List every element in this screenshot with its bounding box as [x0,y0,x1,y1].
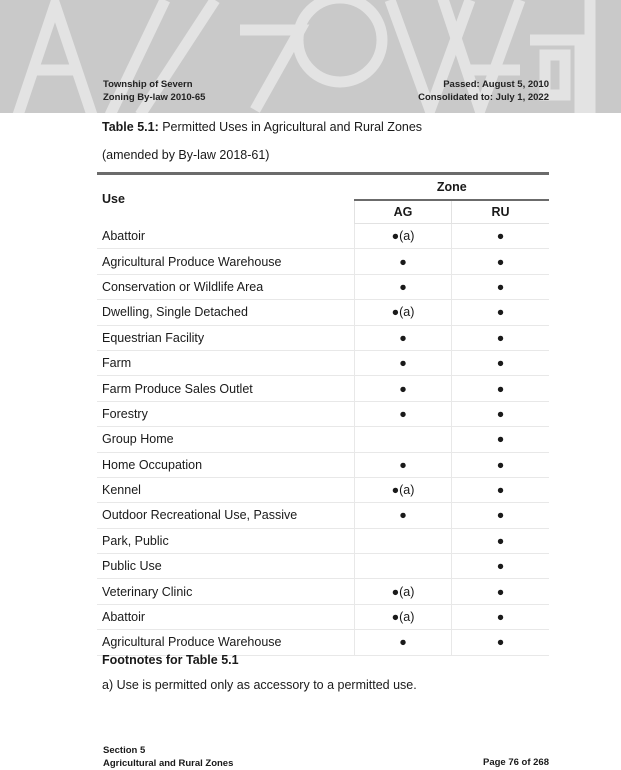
amended-note: (amended by By-law 2018-61) [102,148,270,162]
ru-cell: ● [452,224,550,249]
table-row [97,224,549,249]
use-cell: Farm Produce Sales Outlet [97,376,355,401]
table-row [97,579,549,604]
table-row [97,452,549,477]
ru-cell: ● [452,477,550,502]
header-left [103,78,205,104]
passed-date: Passed: August 5, 2010 [443,79,549,90]
use-cell: Home Occupation [97,452,355,477]
ag-cell: ●(a) [355,477,452,502]
use-cell: Agricultural Produce Warehouse [97,249,355,274]
page-number: Page 76 of 268 [482,757,549,768]
use-cell: Forestry [97,401,355,426]
ru-cell: ● [452,300,550,325]
ru-cell: ● [452,452,550,477]
ru-cell: ● [452,350,550,375]
table-row [97,300,549,325]
footer-left [103,744,233,770]
ag-cell: ● [355,630,452,655]
ag-cell: ●(a) [355,300,452,325]
table-row [97,604,549,629]
use-cell: Public Use [97,554,355,579]
footer-section: Section 5 [103,745,146,756]
table-caption [102,120,422,134]
zone-column-header: Zone [355,174,550,201]
ru-cell: ● [452,249,550,274]
use-cell: Abattoir [97,604,355,629]
ag-cell [355,528,452,553]
ag-cell: ● [355,249,452,274]
ru-cell: ● [452,503,550,528]
ag-cell: ● [355,376,452,401]
use-cell: Dwelling, Single Detached [97,300,355,325]
ag-cell [355,554,452,579]
use-cell: Group Home [97,427,355,452]
ag-cell: ●(a) [355,604,452,629]
table-row [97,477,549,502]
ag-cell: ● [355,452,452,477]
township-name: Township of Severn [103,79,193,90]
table-row [97,554,549,579]
ru-cell: ● [452,376,550,401]
footnote-a: a) Use is permitted only as accessory to a permitted use. [102,678,417,692]
use-cell: Outdoor Recreational Use, Passive [97,503,355,528]
table-row [97,249,549,274]
permitted-uses-table [97,172,549,656]
table-row [97,376,549,401]
ag-cell: ● [355,325,452,350]
table-row [97,274,549,299]
ag-cell: ● [355,274,452,299]
table-body [97,224,549,656]
ru-column-header: RU [452,200,550,224]
ru-cell: ● [452,401,550,426]
table-row [97,350,549,375]
ag-cell [355,427,452,452]
ru-cell: ● [452,579,550,604]
ag-cell: ● [355,350,452,375]
table-caption-title: Permitted Uses in Agricultural and Rural Zones [158,120,423,134]
use-cell: Park, Public [97,528,355,553]
table-header-row [97,174,549,201]
ag-cell: ●(a) [355,579,452,604]
header-right [418,78,549,104]
use-cell: Farm [97,350,355,375]
consolidated-date: Consolidated to: July 1, 2022 [418,92,549,103]
footer-section-name: Agricultural and Rural Zones [103,758,234,769]
use-column-header: Use [97,174,355,224]
bylaw-number: Zoning By-law 2010-65 [103,92,206,103]
ru-cell: ● [452,630,550,655]
ru-cell: ● [452,325,550,350]
use-cell: Kennel [97,477,355,502]
use-cell: Agricultural Produce Warehouse [97,630,355,655]
use-cell: Abattoir [97,224,355,249]
table-row [97,528,549,553]
table-row [97,503,549,528]
ru-cell: ● [452,528,550,553]
table-row [97,630,549,655]
header-banner [0,0,621,113]
table-row [97,325,549,350]
table-row [97,427,549,452]
footnotes-title: Footnotes for Table 5.1 [102,653,239,667]
ru-cell: ● [452,554,550,579]
ag-cell: ●(a) [355,224,452,249]
use-cell: Equestrian Facility [97,325,355,350]
use-cell: Conservation or Wildlife Area [97,274,355,299]
table-row [97,401,549,426]
ru-cell: ● [452,604,550,629]
ag-cell: ● [355,401,452,426]
table-caption-label: Table 5.1: [102,120,159,134]
use-cell: Veterinary Clinic [97,579,355,604]
ru-cell: ● [452,274,550,299]
ru-cell: ● [452,427,550,452]
ag-cell: ● [355,503,452,528]
ag-column-header: AG [355,200,452,224]
